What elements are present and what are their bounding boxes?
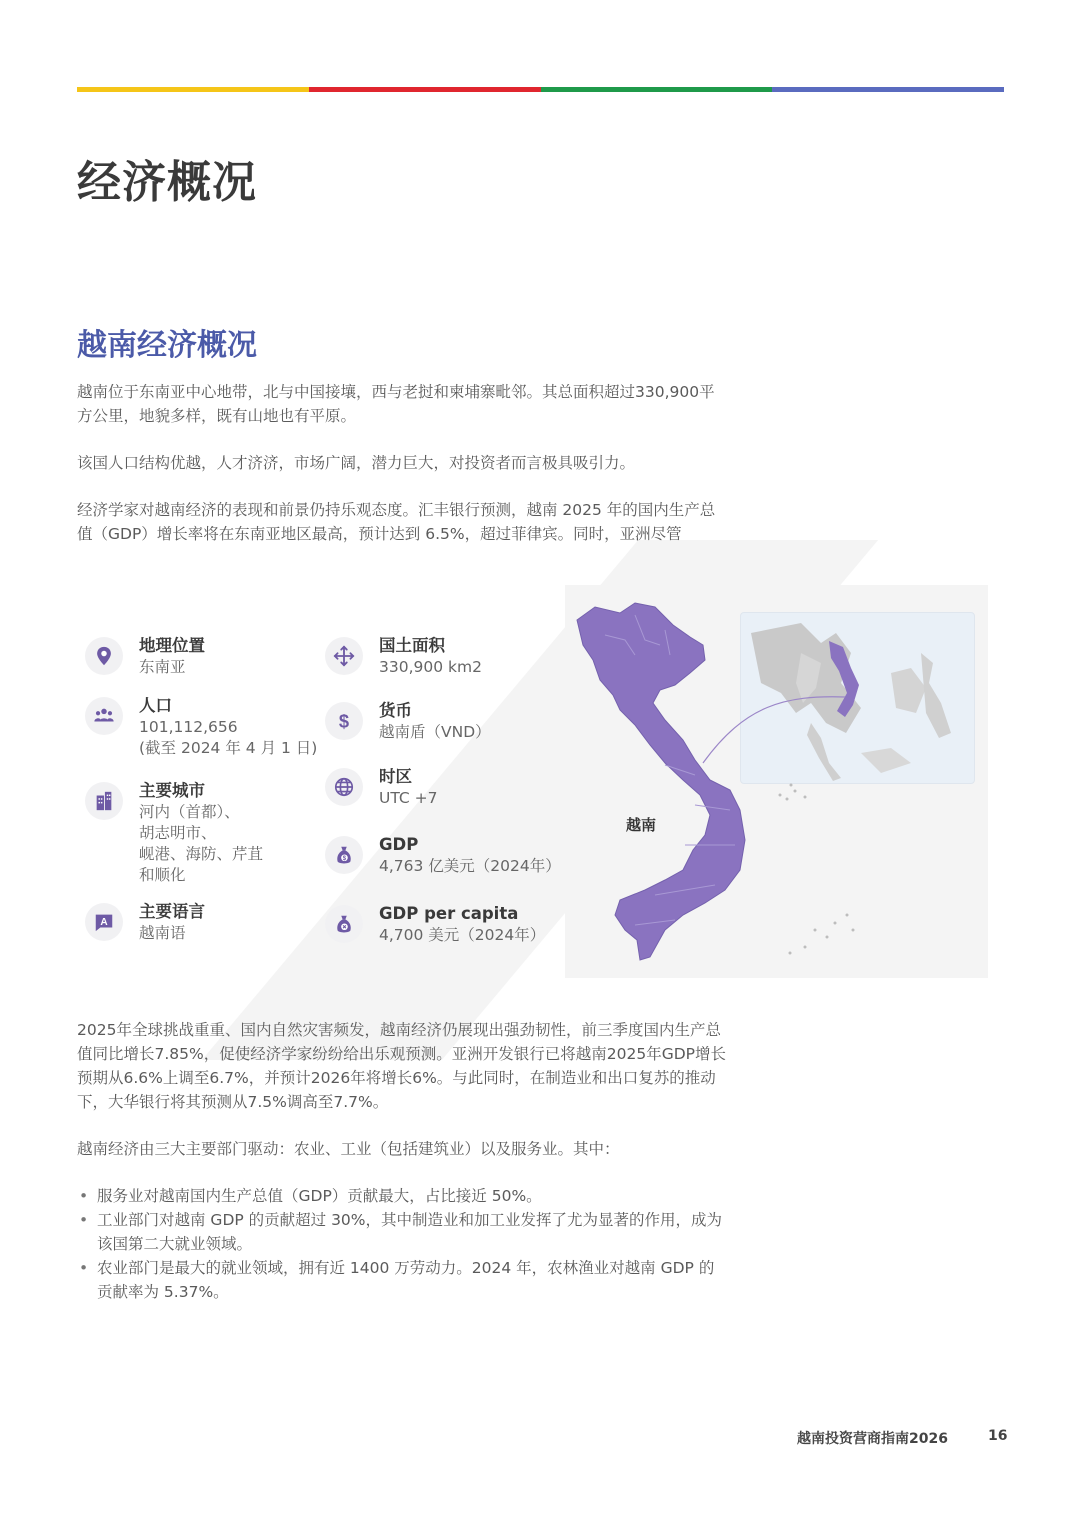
fact-value-line: 和顺化 xyxy=(139,866,186,884)
money-bag-icon xyxy=(325,836,363,874)
intro-paragraph: 经济学家对越南经济的表现和前景仍持乐观态度。汇丰银行预测，越南 2025 年的国内生产总值（GDP）增长率将在东南亚地区最高，预计达到 6.5%，超过菲律宾。同时，亚洲尽管 xyxy=(77,501,716,543)
section-title: 越南经济概况 xyxy=(77,328,257,363)
fact-value: 4,700 美元（2024年） xyxy=(379,926,546,944)
top-color-bar xyxy=(77,87,1004,92)
money-bag-x-icon xyxy=(325,905,363,943)
intro-text xyxy=(77,380,727,569)
fact-title: 地理位置 xyxy=(139,636,205,655)
bar-yellow xyxy=(77,87,309,92)
page-number: 16 xyxy=(988,1428,1008,1444)
fact-currency xyxy=(325,700,491,743)
fact-value: 101,112,656 xyxy=(139,718,238,736)
list-item: • 农业部门是最大的就业领域，拥有近 1400 万劳动力。2024 年，农林渔业对越南 GDP 的贡献率为 5.37%。 xyxy=(77,1256,727,1304)
fact-population xyxy=(85,695,317,759)
fact-note: (截至 2024 年 4 月 1 日) xyxy=(139,739,318,757)
fact-title: 国土面积 xyxy=(379,636,445,655)
fact-title: 人口 xyxy=(139,696,172,715)
fact-area xyxy=(325,635,482,678)
svg-text:A: A xyxy=(100,917,108,929)
bar-red xyxy=(309,87,541,92)
fact-value: 越南盾（VND） xyxy=(379,723,491,741)
people-icon xyxy=(85,697,123,735)
fact-value-line: 岘港、海防、芹苴 xyxy=(139,845,264,863)
globe-icon xyxy=(325,768,363,806)
fact-gdp xyxy=(325,834,561,877)
fact-location xyxy=(85,635,205,678)
fact-language xyxy=(85,901,205,944)
bar-green xyxy=(541,87,773,92)
svg-text:$: $ xyxy=(342,856,347,863)
vietnam-map xyxy=(565,585,988,978)
fact-value: 330,900 km2 xyxy=(379,658,482,676)
move-arrows-icon xyxy=(325,637,363,675)
fact-value: 4,763 亿美元（2024年） xyxy=(379,857,561,875)
buildings-icon xyxy=(85,782,123,820)
fact-gdp-per-capita xyxy=(325,903,545,946)
fact-title: 主要城市 xyxy=(139,781,205,800)
fact-value: 东南亚 xyxy=(139,658,186,676)
fact-title: 主要语言 xyxy=(139,902,205,921)
page-title: 经济概况 xyxy=(77,157,257,208)
list-item: • 工业部门对越南 GDP 的贡献超过 30%，其中制造业和加工业发挥了尤为显著的作用，成为该国第二大就业领域。 xyxy=(77,1208,727,1256)
fact-title: GDP xyxy=(379,835,419,854)
intro-paragraph: 越南位于东南亚中心地带，北与中国接壤，西与老挝和柬埔寨毗邻。其总面积超过330,900平方公里，地貌多样，既有山地也有平原。 xyxy=(77,383,715,425)
list-item: • 服务业对越南国内生产总值（GDP）贡献最大，占比接近 50%。 xyxy=(77,1184,727,1208)
fact-title: GDP per capita xyxy=(379,904,519,923)
language-icon xyxy=(85,903,123,941)
body-text xyxy=(77,1018,727,1304)
sector-bullet-list xyxy=(77,1184,727,1304)
bar-blue xyxy=(772,87,1004,92)
fact-cities xyxy=(85,780,263,886)
footer-title: 越南投资营商指南2026 xyxy=(797,1431,948,1447)
fact-value: UTC +7 xyxy=(379,789,438,807)
body-paragraph: 2025年全球挑战重重、国内自然灾害频发，越南经济仍展现出强劲韧性，前三季度国内生产总值同比增长7.85%，促使经济学家纷纷给出乐观预测。亚洲开发银行已将越南2025年GDP增长预期从6.6%上调至6.7%，并预计2026年将增长6%。与此同时，在制造业和出口复苏的推动下，大华银行将其预测从7.5%调高至7.7%。 xyxy=(77,1021,726,1111)
fact-value: 越南语 xyxy=(139,924,186,942)
intro-paragraph: 该国人口结构优越，人才济济，市场广阔，潜力巨大，对投资者而言极具吸引力。 xyxy=(77,454,636,472)
fact-value-line: 河内（首都）、 xyxy=(139,803,240,821)
fact-title: 时区 xyxy=(379,767,412,786)
body-paragraph: 越南经济由三大主要部门驱动：农业、工业（包括建筑业）以及服务业。其中： xyxy=(77,1140,620,1158)
fact-title: 货币 xyxy=(379,701,412,720)
svg-text:$: $ xyxy=(338,710,350,732)
fact-value-line: 胡志明市、 xyxy=(139,824,217,842)
fact-timezone xyxy=(325,766,438,809)
dollar-icon xyxy=(325,702,363,740)
map-pin-icon xyxy=(85,637,123,675)
map-label-vietnam: 越南 xyxy=(626,816,657,834)
